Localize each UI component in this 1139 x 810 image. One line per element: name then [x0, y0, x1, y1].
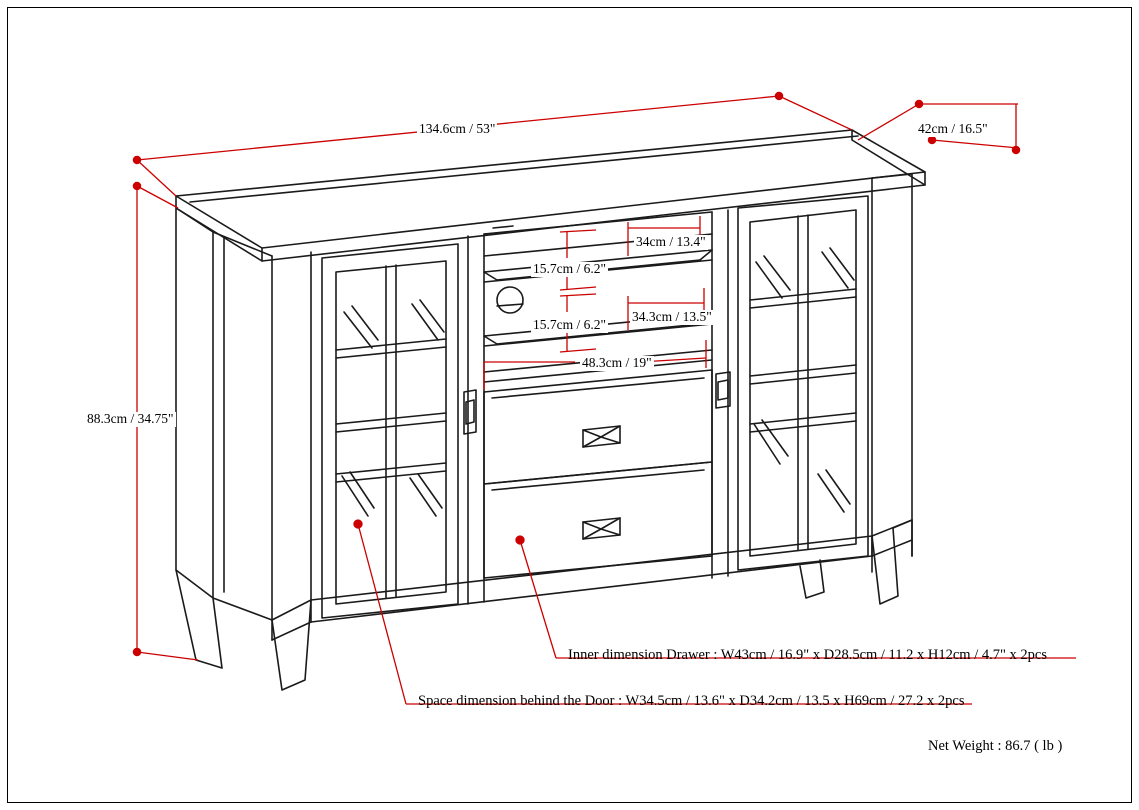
dim-gap-lower-tick-bottom [560, 349, 596, 352]
dim-label-overall-height: 88.3cm / 34.75" [87, 411, 174, 426]
cable-grommet-line [497, 304, 523, 306]
top-panel-inner-line [190, 136, 858, 202]
left-door-glint-4 [350, 472, 374, 508]
dim-label-overall-depth: 42cm / 16.5" [918, 121, 988, 136]
right-door-glint-7 [818, 474, 844, 512]
leg-rear-right [800, 560, 824, 598]
right-door-glint-6 [830, 248, 854, 280]
dim-width-ext-right [779, 96, 852, 130]
right-door-glint-4 [762, 420, 788, 456]
left-door-glint-3 [342, 476, 368, 516]
dim-depth-leader-1 [858, 104, 919, 140]
right-door-glint-5 [822, 252, 848, 288]
drawer-upper-face [484, 370, 712, 484]
dim-height-ext-bottom [137, 652, 198, 660]
dim-depth-dot-bottom [928, 136, 935, 143]
right-door-glint-8 [826, 470, 850, 504]
note-space-behind-door: Space dimension behind the Door : W34.5cm / 13.6" x D34.2cm / 13.5 x H69cm / 27.2 x 2pcs [418, 693, 965, 709]
note-drawer-leader [520, 540, 556, 658]
center-top-notch [493, 226, 513, 228]
bottom-left-corner-inner [272, 600, 311, 620]
drawer-upper-pull-left [583, 430, 601, 447]
bottom-right-corner [872, 540, 912, 556]
dim-width-ext-left [137, 160, 176, 196]
dim-label-upper-shelf-gap: 15.7cm / 6.2" [533, 261, 607, 276]
top-panel-left-edge [176, 196, 262, 261]
dim-label-overall-width: 134.6cm / 53" [419, 121, 496, 136]
dim-depth-bottom-line [932, 140, 1018, 148]
dim-gap-upper-tick-bottom [560, 287, 596, 290]
leg-front-center-left [272, 600, 311, 690]
note-drawer-inner-dimension: Inner dimension Drawer : W43cm / 16.9" x D28.5cm / 11.2 x H12cm / 4.7" x 2pcs [568, 647, 1047, 663]
bottom-rail-front-top [311, 556, 872, 622]
left-door-glint-5 [412, 304, 438, 340]
dim-label-lower-shelf-gap: 15.7cm / 6.2" [533, 317, 607, 332]
center-shelf-1-left [484, 272, 497, 280]
top-panel-surface [176, 130, 925, 248]
left-door-glint-7 [410, 478, 436, 516]
dim-gap-lower-tick-top [560, 294, 596, 296]
dimension-lines-group [133, 92, 1076, 704]
dim-gap-upper-tick-top [560, 230, 596, 232]
right-door-handle-inner [718, 380, 728, 400]
left-door-glint-1 [344, 312, 372, 348]
drawer-lower-pull-left [583, 522, 601, 539]
dim-height-ext-top [137, 186, 178, 208]
leg-front-right [872, 528, 898, 604]
bottom-left-corner [272, 622, 311, 640]
left-side-panel [176, 208, 213, 598]
left-door-glint-6 [420, 300, 444, 332]
left-door-glint-8 [418, 474, 442, 508]
center-top-rail [484, 212, 712, 234]
dim-label-top-shelf-width: 34cm / 13.4" [636, 234, 706, 249]
dim-label-lower-shelf-width: 34.3cm / 13.5" [632, 309, 712, 324]
right-top-join [872, 174, 912, 178]
net-weight-label: Net Weight : 86.7 ( lb ) [928, 738, 1063, 754]
cabinet-outline-group [176, 130, 925, 690]
left-bottom-join [213, 598, 272, 620]
left-door-glint-2 [352, 306, 378, 340]
leg-right-top [893, 520, 912, 528]
leg-front-left [176, 570, 222, 668]
right-door-glint-2 [764, 256, 790, 290]
dim-label-center-opening-width: 48.3cm / 19" [582, 355, 652, 370]
center-shelf-2-left [484, 336, 497, 344]
cable-grommet-circle [497, 287, 523, 313]
right-door-glint-1 [756, 262, 782, 298]
